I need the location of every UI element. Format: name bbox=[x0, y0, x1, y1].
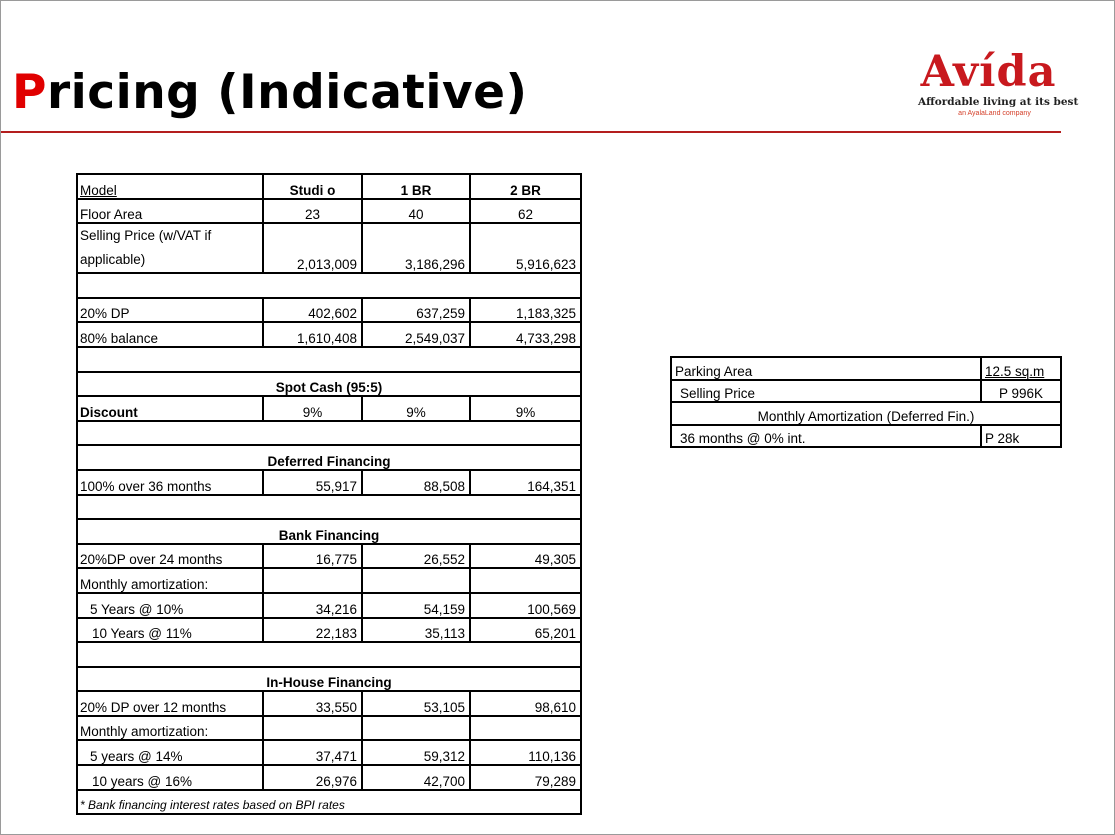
table-row-bank-10y bbox=[77, 618, 581, 643]
cell-value: 1,183,325 bbox=[470, 298, 581, 323]
logo-brand: Avída bbox=[920, 47, 1057, 97]
table-row-bank-dp bbox=[77, 544, 581, 569]
row-label: 10 years @ 16% bbox=[77, 765, 263, 790]
row-label: 100% over 36 months bbox=[77, 470, 263, 495]
cell-value: 3,186,296 bbox=[362, 223, 470, 273]
parking-term-value: P 28k bbox=[981, 425, 1061, 448]
section-header-deferred bbox=[77, 445, 581, 470]
row-label: Monthly amortization: bbox=[77, 568, 263, 593]
cell-value: 59,312 bbox=[362, 740, 470, 765]
cell-value: 4,733,298 bbox=[470, 322, 581, 347]
cell-value: 34,216 bbox=[263, 593, 362, 618]
table-row-spacer bbox=[77, 347, 581, 372]
cell-value: 637,259 bbox=[362, 298, 470, 323]
empty-cell bbox=[362, 568, 470, 593]
section-title: In-House Financing bbox=[77, 667, 581, 692]
row-label: 20%DP over 24 months bbox=[77, 544, 263, 569]
table-row-deferred-36 bbox=[77, 470, 581, 495]
cell-value: 88,508 bbox=[362, 470, 470, 495]
table-row-bank-5y bbox=[77, 593, 581, 618]
table-row-balance bbox=[77, 322, 581, 347]
table-row-selling-price bbox=[77, 223, 581, 273]
parking-row-price bbox=[671, 380, 1061, 403]
cell-value: 9% bbox=[470, 396, 581, 421]
empty-cell bbox=[263, 568, 362, 593]
table-row-spacer bbox=[77, 495, 581, 520]
cell-value: 42,700 bbox=[362, 765, 470, 790]
row-label: 80% balance bbox=[77, 322, 263, 347]
table-row-inhouse-dp bbox=[77, 691, 581, 716]
table-row-inhouse-5y bbox=[77, 740, 581, 765]
cell-value: 9% bbox=[263, 396, 362, 421]
section-title: Deferred Financing bbox=[77, 445, 581, 470]
spacer-cell bbox=[77, 642, 581, 667]
cell-value: 53,105 bbox=[362, 691, 470, 716]
cell-value: 98,610 bbox=[470, 691, 581, 716]
cell-value: 16,775 bbox=[263, 544, 362, 569]
section-title: Bank Financing bbox=[77, 519, 581, 544]
cell-value: 110,136 bbox=[470, 740, 581, 765]
spacer-cell bbox=[77, 273, 581, 298]
title-first-letter: P bbox=[12, 65, 47, 120]
table-row-header bbox=[77, 174, 581, 199]
logo-tagline: Affordable living at its best bbox=[918, 96, 1079, 108]
table-row-spacer bbox=[77, 273, 581, 298]
table-row-dp bbox=[77, 298, 581, 323]
column-header-2br: 2 BR bbox=[470, 174, 581, 199]
footnote: * Bank financing interest rates based on BPI rates bbox=[77, 790, 581, 815]
cell-value: 54,159 bbox=[362, 593, 470, 618]
cell-value: 164,351 bbox=[470, 470, 581, 495]
column-header-studio: Studi o bbox=[263, 174, 362, 199]
table-row-footnote bbox=[77, 790, 581, 815]
parking-area-value: 12.5 sq.m bbox=[981, 357, 1061, 380]
cell-value: 62 bbox=[470, 199, 581, 224]
parking-term-label: 36 months @ 0% int. bbox=[671, 425, 981, 448]
parking-area-label: Parking Area bbox=[671, 357, 981, 380]
cell-value: 9% bbox=[362, 396, 470, 421]
parking-table bbox=[670, 356, 1062, 448]
pricing-table bbox=[76, 173, 582, 815]
spacer-cell bbox=[77, 495, 581, 520]
row-label: 20% DP over 12 months bbox=[77, 691, 263, 716]
table-row-inhouse-10y bbox=[77, 765, 581, 790]
column-header-1br: 1 BR bbox=[362, 174, 470, 199]
cell-value: 2,549,037 bbox=[362, 322, 470, 347]
section-title: Spot Cash (95:5) bbox=[77, 372, 581, 397]
parking-price-label: Selling Price bbox=[671, 380, 981, 403]
row-label: Floor Area bbox=[77, 199, 263, 224]
section-header-spot-cash bbox=[77, 372, 581, 397]
cell-value: 2,013,009 bbox=[263, 223, 362, 273]
cell-value: 1,610,408 bbox=[263, 322, 362, 347]
logo-subtitle: an AyalaLand company bbox=[958, 110, 1031, 117]
parking-amort-heading: Monthly Amortization (Deferred Fin.) bbox=[671, 402, 1061, 425]
spacer-cell bbox=[77, 347, 581, 372]
spacer-cell bbox=[77, 421, 581, 446]
page-title bbox=[12, 61, 528, 125]
cell-value: 79,289 bbox=[470, 765, 581, 790]
cell-value: 402,602 bbox=[263, 298, 362, 323]
table-row-floor-area bbox=[77, 199, 581, 224]
row-label: Discount bbox=[77, 396, 263, 421]
avida-logo bbox=[906, 47, 1079, 128]
column-header-model: Model bbox=[77, 174, 263, 199]
row-label: Monthly amortization: bbox=[77, 716, 263, 741]
table-row-spacer bbox=[77, 421, 581, 446]
cell-value: 33,550 bbox=[263, 691, 362, 716]
row-label: 5 Years @ 10% bbox=[77, 593, 263, 618]
table-row-inhouse-amort-label bbox=[77, 716, 581, 741]
title-rest: ricing (Indicative) bbox=[46, 65, 528, 120]
row-label: 5 years @ 14% bbox=[77, 740, 263, 765]
cell-value: 49,305 bbox=[470, 544, 581, 569]
section-header-bank bbox=[77, 519, 581, 544]
row-label: 20% DP bbox=[77, 298, 263, 323]
row-label: Selling Price (w/VAT if applicable) bbox=[77, 223, 263, 273]
cell-value: 5,916,623 bbox=[470, 223, 581, 273]
table-row-discount bbox=[77, 396, 581, 421]
parking-row-amort-heading bbox=[671, 402, 1061, 425]
parking-price-value: P 996K bbox=[981, 380, 1061, 403]
empty-cell bbox=[362, 716, 470, 741]
cell-value: 65,201 bbox=[470, 618, 581, 643]
cell-value: 26,976 bbox=[263, 765, 362, 790]
title-divider bbox=[1, 131, 1061, 133]
parking-row-term bbox=[671, 425, 1061, 448]
cell-value: 40 bbox=[362, 199, 470, 224]
cell-value: 35,113 bbox=[362, 618, 470, 643]
cell-value: 22,183 bbox=[263, 618, 362, 643]
cell-value: 23 bbox=[263, 199, 362, 224]
cell-value: 37,471 bbox=[263, 740, 362, 765]
row-label: 10 Years @ 11% bbox=[77, 618, 263, 643]
empty-cell bbox=[263, 716, 362, 741]
empty-cell bbox=[470, 568, 581, 593]
cell-value: 100,569 bbox=[470, 593, 581, 618]
empty-cell bbox=[470, 716, 581, 741]
cell-value: 26,552 bbox=[362, 544, 470, 569]
table-row-spacer bbox=[77, 642, 581, 667]
parking-row-area bbox=[671, 357, 1061, 380]
table-row-bank-amort-label bbox=[77, 568, 581, 593]
section-header-inhouse bbox=[77, 667, 581, 692]
cell-value: 55,917 bbox=[263, 470, 362, 495]
